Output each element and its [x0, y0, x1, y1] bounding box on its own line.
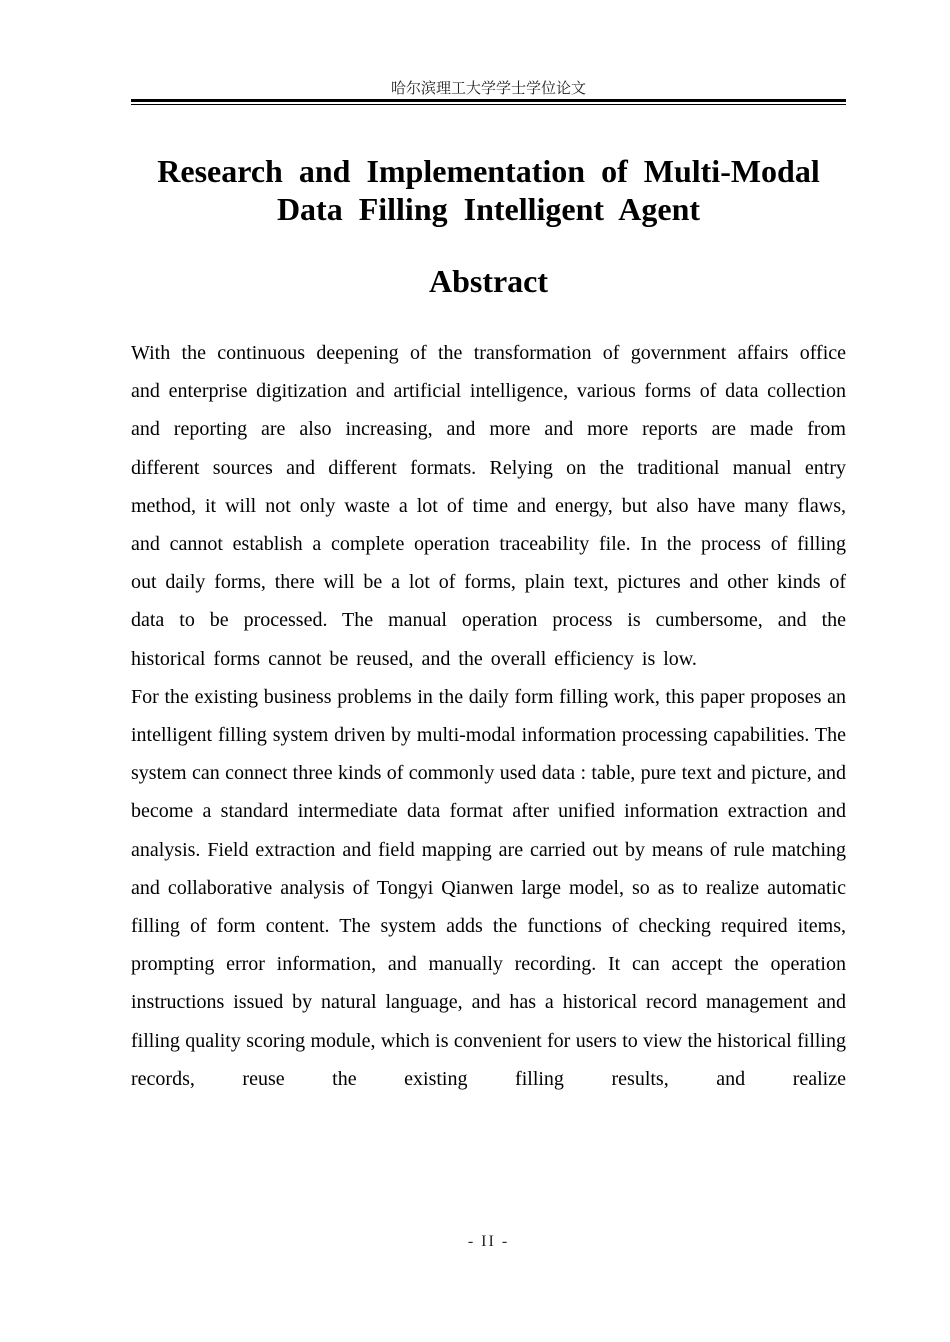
- paper-title: Research and Implementation of Multi-Modal Data Filling Intelligent Agent: [157, 153, 820, 227]
- header-rule-thin: [131, 104, 846, 105]
- page-number: - II -: [467, 1233, 510, 1250]
- abstract-body: [131, 334, 846, 1098]
- running-header: 哈尔滨理工大学学士学位论文: [390, 79, 586, 97]
- abstract-paragraph-2: For the existing business problems in the daily form filling work, this paper proposes an intelligent filling system driven by multi-modal information processing capabilities. The system can connect three kinds of commonly used data : table, pure text and picture, and become a standard intermediate data format after unified information extraction and analysis. Field extraction and field mapping are carried out by means of rule matching and collaborative analysis of Tongyi Qianwen large model, so as to realize automatic filling of form content. The system adds the functions of checking required items, prompting error information, and manually recording. It can accept the operation instructions issued by natural language, and has a historical record management and filling quality scoring module, which is convenient for users to view the historical filling records, reuse the existing filling results, and realize: [131, 685, 846, 1090]
- header-rule-thick: [131, 99, 846, 102]
- abstract-heading: Abstract: [428, 263, 549, 299]
- abstract-paragraph-1: With the continuous deepening of the transformation of government affairs office and enterprise digitization and artificial intelligence, various forms of data collection and reporting are also increasing, and more and more reports are made from different sources and different formats. Relying on the traditional manual entry method, it will not only waste a lot of time and energy, but also have many flaws, and cannot establish a complete operation traceability file. In the process of filling out daily forms, there will be a lot of forms, plain text, pictures and other kinds of data to be processed. The manual operation process is cumbersome, and the historical forms cannot be reused, and the overall efficiency is low.: [131, 342, 846, 670]
